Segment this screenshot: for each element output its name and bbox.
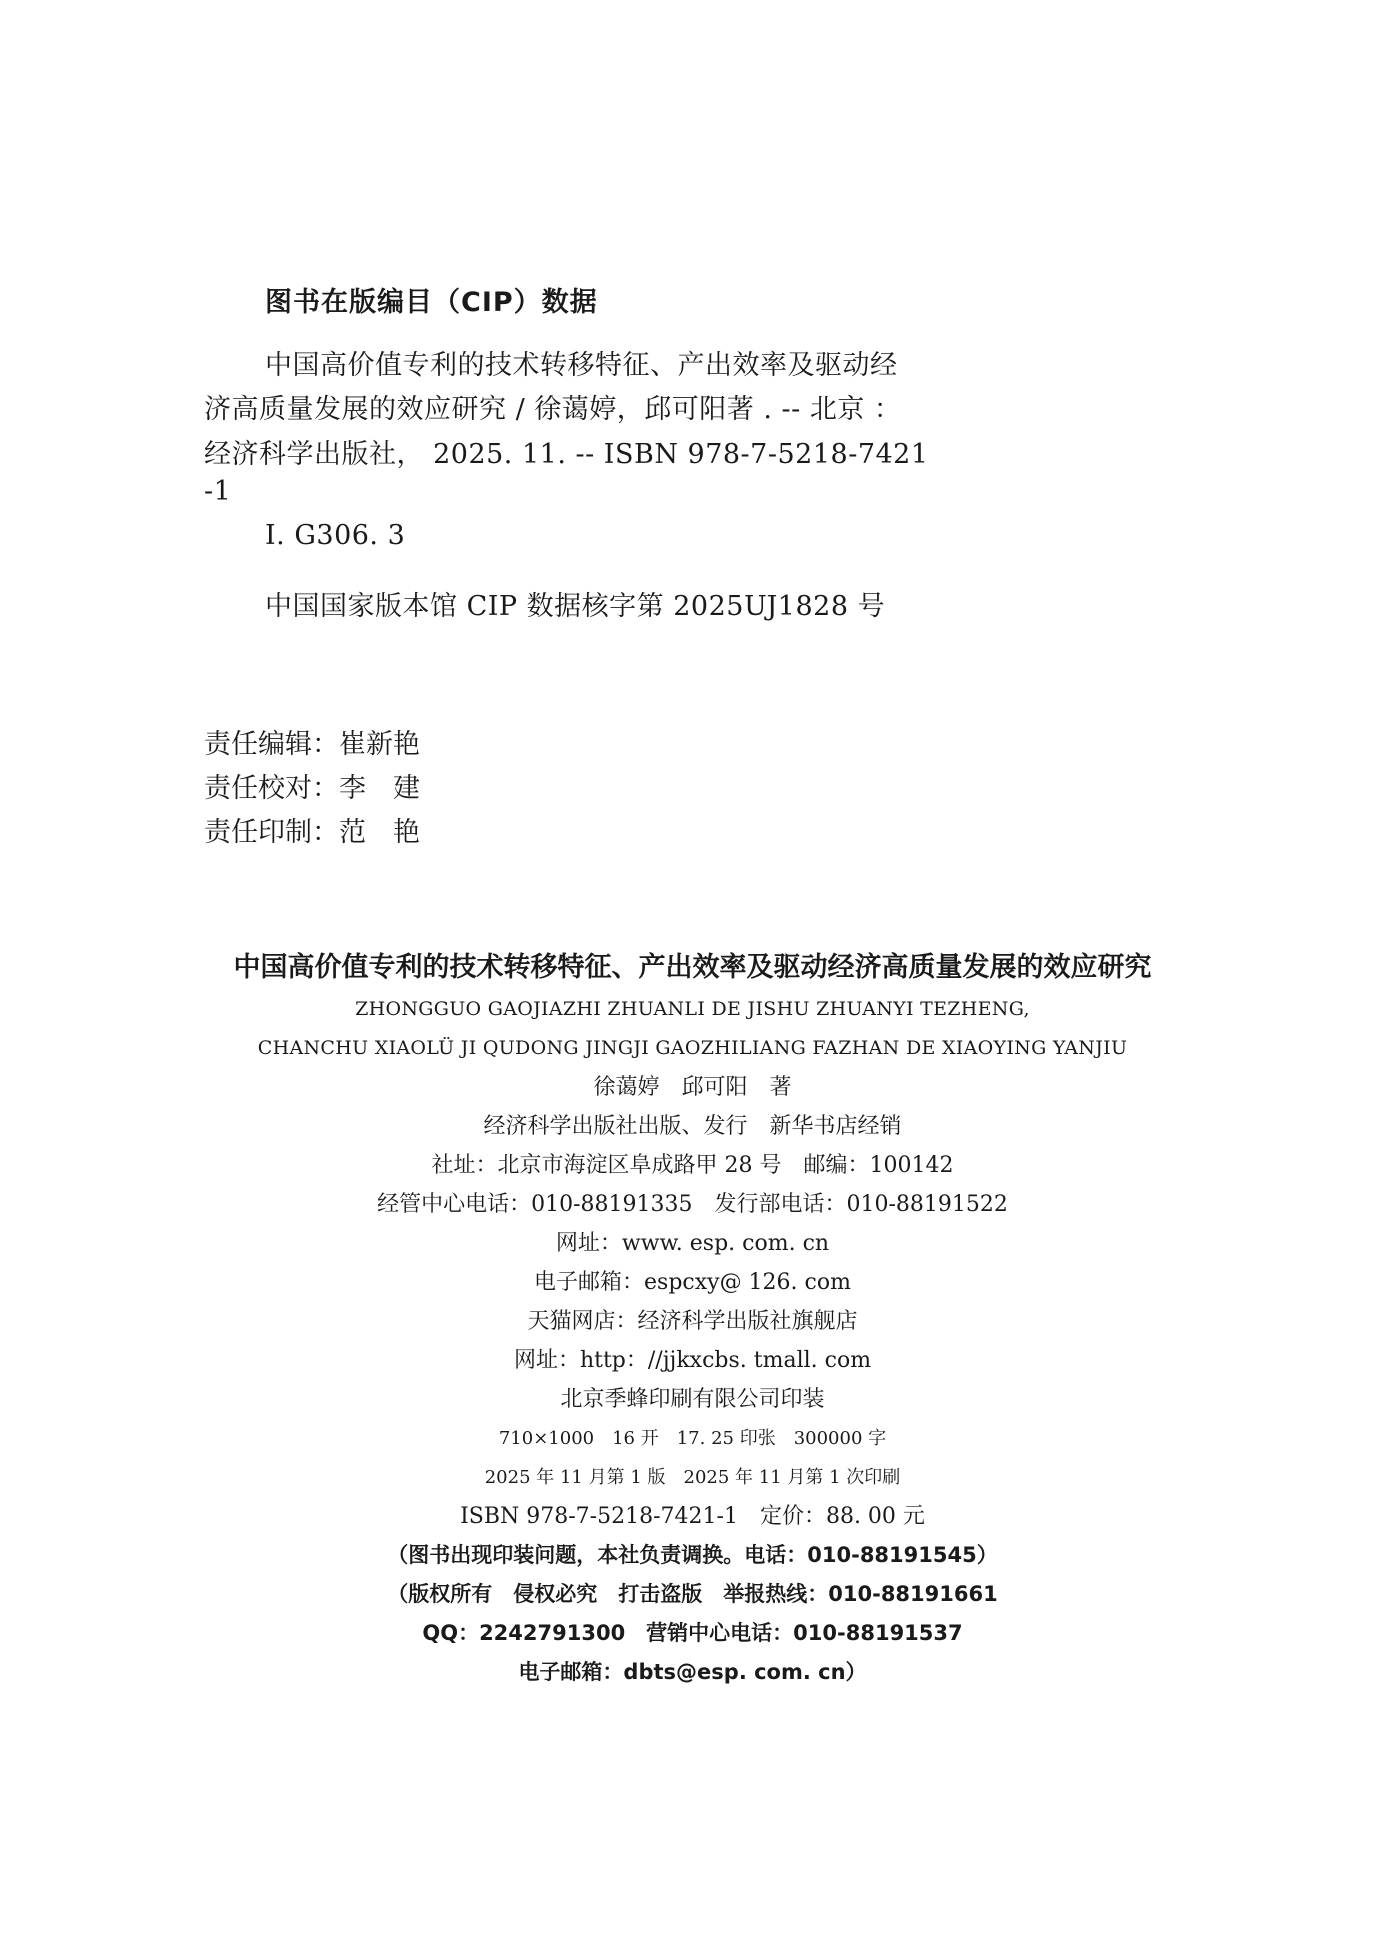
cip-record-number: 中国国家版本馆 CIP 数据核字第 2025UJ1828 号 bbox=[265, 591, 886, 622]
notice-email: 电子邮箱：dbts@esp. com. cn） bbox=[518, 1660, 867, 1684]
website: 网址：www. esp. com. cn bbox=[555, 1231, 830, 1256]
cip-line-3: 经济科学出版社， 2025. 11. -- ISBN 978-7-5218-7421 bbox=[204, 439, 929, 470]
notice-copyright: （版权所有 侵权必究 打击盗版 举报热线：010-88191661 bbox=[387, 1582, 998, 1606]
isbn-price: ISBN 978-7-5218-7421-1 定价：88. 00 元 bbox=[460, 1504, 925, 1529]
notice-printing: （图书出现印装问题，本社负责调换。电话：010-88191545） bbox=[387, 1543, 998, 1567]
edition: 2025 年 11 月第 1 版 2025 年 11 月第 1 次印刷 bbox=[484, 1467, 901, 1488]
editor-name: 崔新艳 bbox=[339, 729, 420, 760]
cip-line-1: 中国高价值专利的技术转移特征、产出效率及驱动经 bbox=[265, 350, 898, 381]
editor-label: 责任编辑： bbox=[204, 729, 339, 760]
colophon bbox=[0, 946, 1385, 1692]
editor-name: 李 建 bbox=[339, 773, 420, 804]
publisher: 经济科学出版社出版、发行 新华书店经销 bbox=[483, 1114, 902, 1139]
editors-list bbox=[204, 723, 420, 855]
book-title: 中国高价值专利的技术转移特征、产出效率及驱动经济高质量发展的效应研究 bbox=[233, 952, 1152, 983]
specs: 710×1000 16 开 17. 25 印张 300000 字 bbox=[498, 1428, 887, 1449]
editor-row bbox=[204, 723, 420, 767]
editor-row bbox=[204, 767, 420, 811]
phones: 经管中心电话：010-88191335 发行部电话：010-88191522 bbox=[377, 1192, 1008, 1217]
cip-classification: Ⅰ. G306. 3 bbox=[265, 520, 406, 551]
cip-heading: 图书在版编目（CIP）数据 bbox=[265, 287, 598, 318]
notice-qq: QQ：2242791300 营销中心电话：010-88191537 bbox=[422, 1621, 963, 1645]
editor-label: 责任印制： bbox=[204, 817, 339, 848]
address: 社址：北京市海淀区阜成路甲 28 号 邮编：100142 bbox=[431, 1153, 954, 1178]
pinyin-title-1: ZHONGGUO GAOJIAZHI ZHUANLI DE JISHU ZHUANYI TEZHENG, bbox=[355, 998, 1030, 1020]
printer: 北京季蜂印刷有限公司印装 bbox=[560, 1387, 825, 1412]
tmall-store: 天猫网店：经济科学出版社旗舰店 bbox=[527, 1309, 858, 1334]
email: 电子邮箱：espcxy@ 126. com bbox=[534, 1270, 851, 1295]
editor-name: 范 艳 bbox=[339, 817, 420, 848]
authors: 徐蔼婷 邱可阳 著 bbox=[593, 1075, 792, 1100]
editor-row bbox=[204, 811, 420, 855]
editor-label: 责任校对： bbox=[204, 773, 339, 804]
cip-line-2: 济高质量发展的效应研究 / 徐蔼婷，邱可阳著 . -- 北京 ： bbox=[204, 394, 902, 425]
cip-line-4: -1 bbox=[204, 476, 232, 507]
tmall-url: 网址：http：//jjkxcbs. tmall. com bbox=[513, 1348, 872, 1373]
pinyin-title-2: CHANCHU XIAOLÜ JI QUDONG JINGJI GAOZHILIANG FAZHAN DE XIAOYING YANJIU bbox=[257, 1037, 1128, 1059]
